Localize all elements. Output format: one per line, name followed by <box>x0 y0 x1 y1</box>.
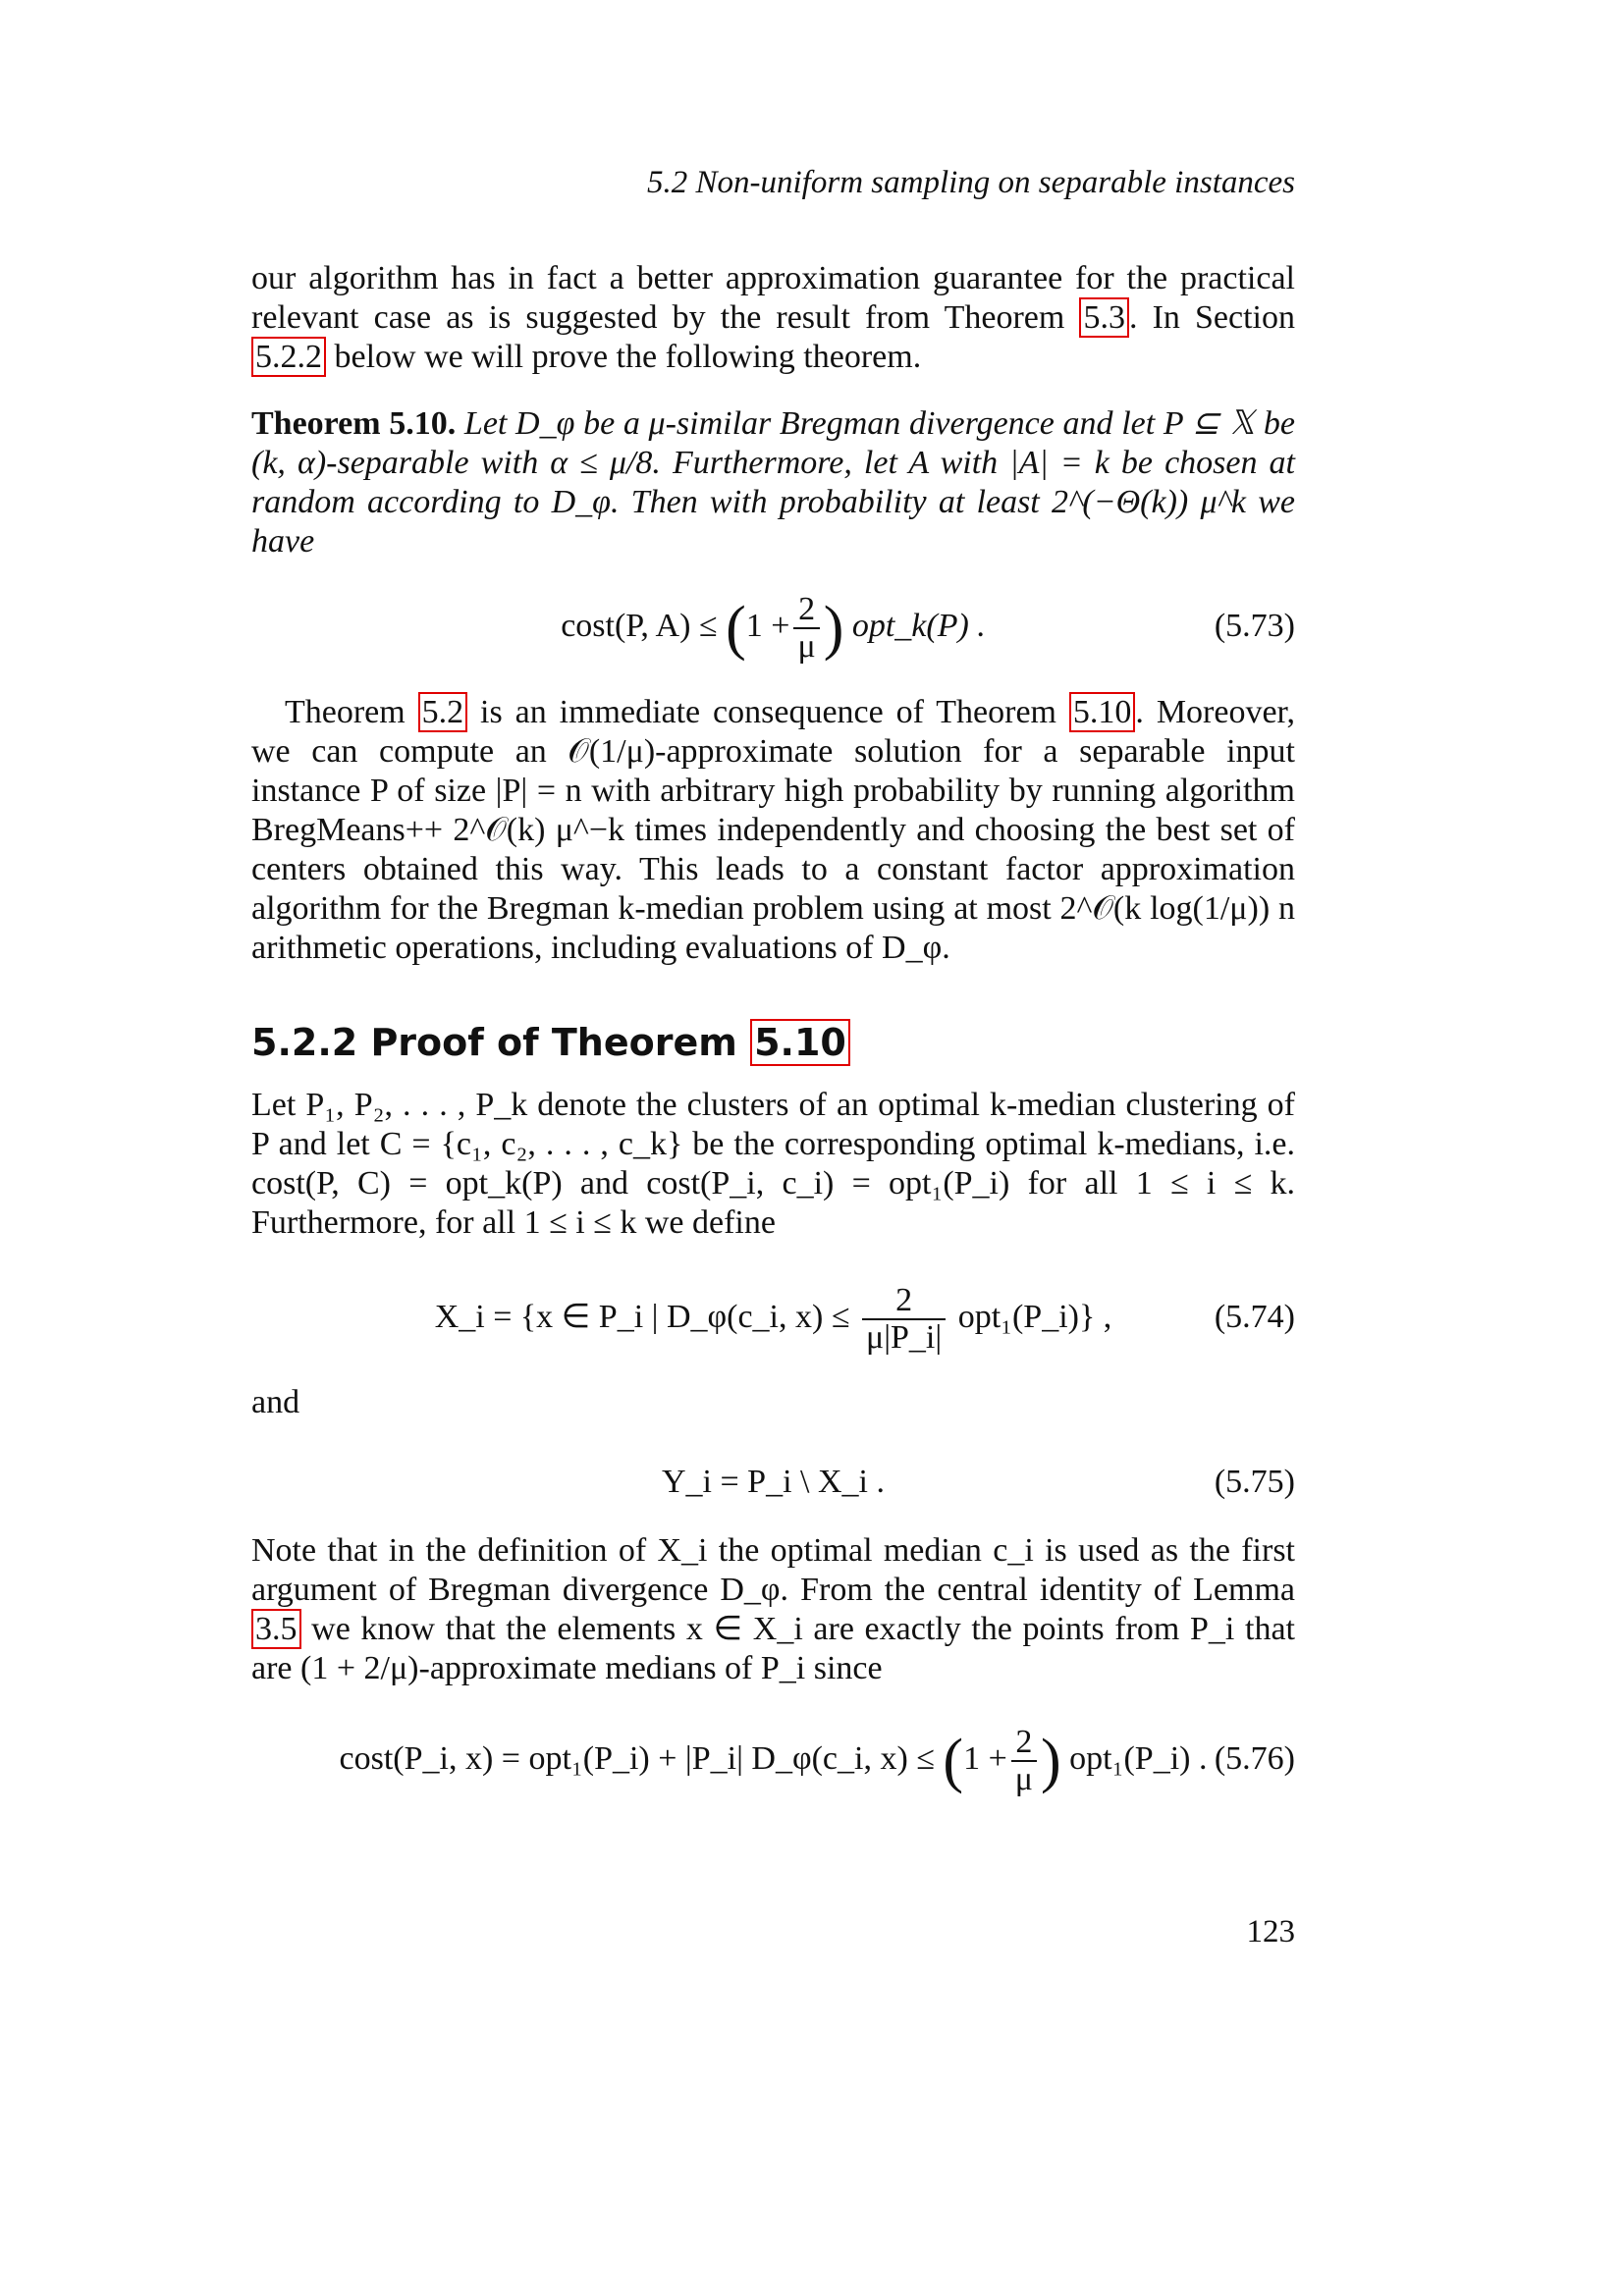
text: Theorem <box>285 694 418 730</box>
eq-lhs: cost(P_i, x) = opt₁(P_i) + |P_i| D_φ(c_i, x) ≤ <box>339 1740 935 1777</box>
section-heading <box>251 1021 850 1064</box>
paragraph-intro <box>251 259 1295 377</box>
eq-lhs: X_i = {x ∈ P_i | D_φ(c_i, x) ≤ <box>434 1299 850 1335</box>
theorem-5-10 <box>251 404 1295 561</box>
frac-den: μ <box>797 628 816 666</box>
text: is an immediate consequence of Theorem <box>467 694 1069 730</box>
equation-body: cost(P, A) ≤ (1 + $\frac{2}{\mu}$ ) opt_k(P) . <box>561 591 986 666</box>
equation-5-73 <box>251 587 1295 666</box>
equation-body: cost(P_i, x) = opt₁(P_i) + |P_i| D_φ(c_i, x) ≤ (1 + $\frac{2}{\mu}$ ) opt₁(P_i) . <box>339 1724 1208 1798</box>
ref-section-5-2-2[interactable]: 5.2.2 <box>251 337 326 377</box>
equation-number: (5.74) <box>1214 1299 1295 1335</box>
frac-num: 2 <box>862 1283 946 1320</box>
frac-num: 2 <box>1011 1725 1037 1762</box>
text: Note that in the definition of X_i the optimal median c_i is used as the first argument of Bregman divergence D_φ. From the central identity of Lemma <box>251 1532 1295 1608</box>
ref-theorem-5-10-heading[interactable]: 5.10 <box>750 1019 850 1066</box>
eq-rhs: opt₁(P_i)} , <box>957 1299 1112 1335</box>
paragraph-proof-setup: Let P₁, P₂, . . . , P_k denote the clusters of an optimal k-median clustering of P and let C = {c₁, c₂, . . . , c_k} be the corresponding optimal k-medians, i.e. cost(P, C) = opt_k(P) and cost(P_i, c_i) = opt₁(P_i) for all 1 ≤ i ≤ k. Furthermore, for all 1 ≤ i ≤ k we define <box>251 1087 1295 1241</box>
equation-body: Y_i = P_i \ X_i . <box>662 1464 885 1500</box>
eq-rhs: opt_k(P) . <box>851 608 986 644</box>
frac-num: 2 <box>793 592 819 629</box>
frac-den: μ <box>1014 1761 1033 1798</box>
text: our algorithm has in fact a better approximation guarantee for the practical relevant case as is suggested by the result from Theorem <box>251 260 1295 336</box>
text: . Moreover, we can compute an 𝒪(1/μ)-approximate solution for a separable input instance P of size |P| = n with arbitrary high probability by running algorithm BregMeans++ 2^𝒪(k) μ^−k times independently and choosing the best set of centers obtained this way. This leads to a constant factor approximation algorithm for the Bregman k-median problem using at most 2^𝒪(k log(1/μ)) n arithmetic operations, including evaluations of D_φ. <box>251 694 1296 966</box>
page-number: 123 <box>1246 1914 1295 1949</box>
eq-lhs: cost(P, A) ≤ <box>561 608 718 644</box>
equation-number: (5.75) <box>1214 1464 1295 1500</box>
ref-theorem-5-2[interactable]: 5.2 <box>418 692 468 732</box>
text: . In Section <box>1128 299 1295 336</box>
equation-5-75 <box>251 1443 1295 1522</box>
running-head: 5.2 Non-uniform sampling on separable instances <box>647 165 1295 200</box>
ref-theorem-5-3[interactable]: 5.3 <box>1079 297 1129 338</box>
paragraph-consequence <box>251 693 1295 968</box>
text: below we will prove the following theorem. <box>326 339 922 375</box>
section-title: Proof of Theorem <box>370 1021 737 1064</box>
text: we know that the elements x ∈ X_i are exactly the points from P_i that are (1 + 2/μ)-approximate medians of P_i since <box>251 1611 1295 1686</box>
theorem-label: Theorem 5.10. <box>251 405 457 442</box>
section-number: 5.2.2 <box>251 1021 358 1064</box>
equation-body <box>251 1268 1295 1366</box>
equation-number: (5.76) <box>1214 1740 1295 1777</box>
paragraph-note <box>251 1531 1295 1688</box>
equation-number: (5.73) <box>1214 608 1295 644</box>
ref-lemma-3-5[interactable]: 3.5 <box>251 1609 301 1649</box>
eq-rhs: opt₁(P_i) . <box>1069 1740 1208 1777</box>
equation-5-76 <box>251 1720 1295 1798</box>
and-text: and <box>251 1384 300 1420</box>
equation-5-74 <box>251 1268 1295 1366</box>
ref-theorem-5-10[interactable]: 5.10 <box>1069 692 1136 732</box>
theorem-text: Let D_φ be a μ-similar Bregman divergence and let P ⊆ 𝕏 be (k, α)-separable with α ≤ μ/8. Furthermore, let A with |A| = k be chosen at random according to D_φ. Then with probability at least 2^(−Θ(k)) μ^k we have <box>251 405 1295 560</box>
frac-den: μ|P_i| <box>865 1319 943 1357</box>
